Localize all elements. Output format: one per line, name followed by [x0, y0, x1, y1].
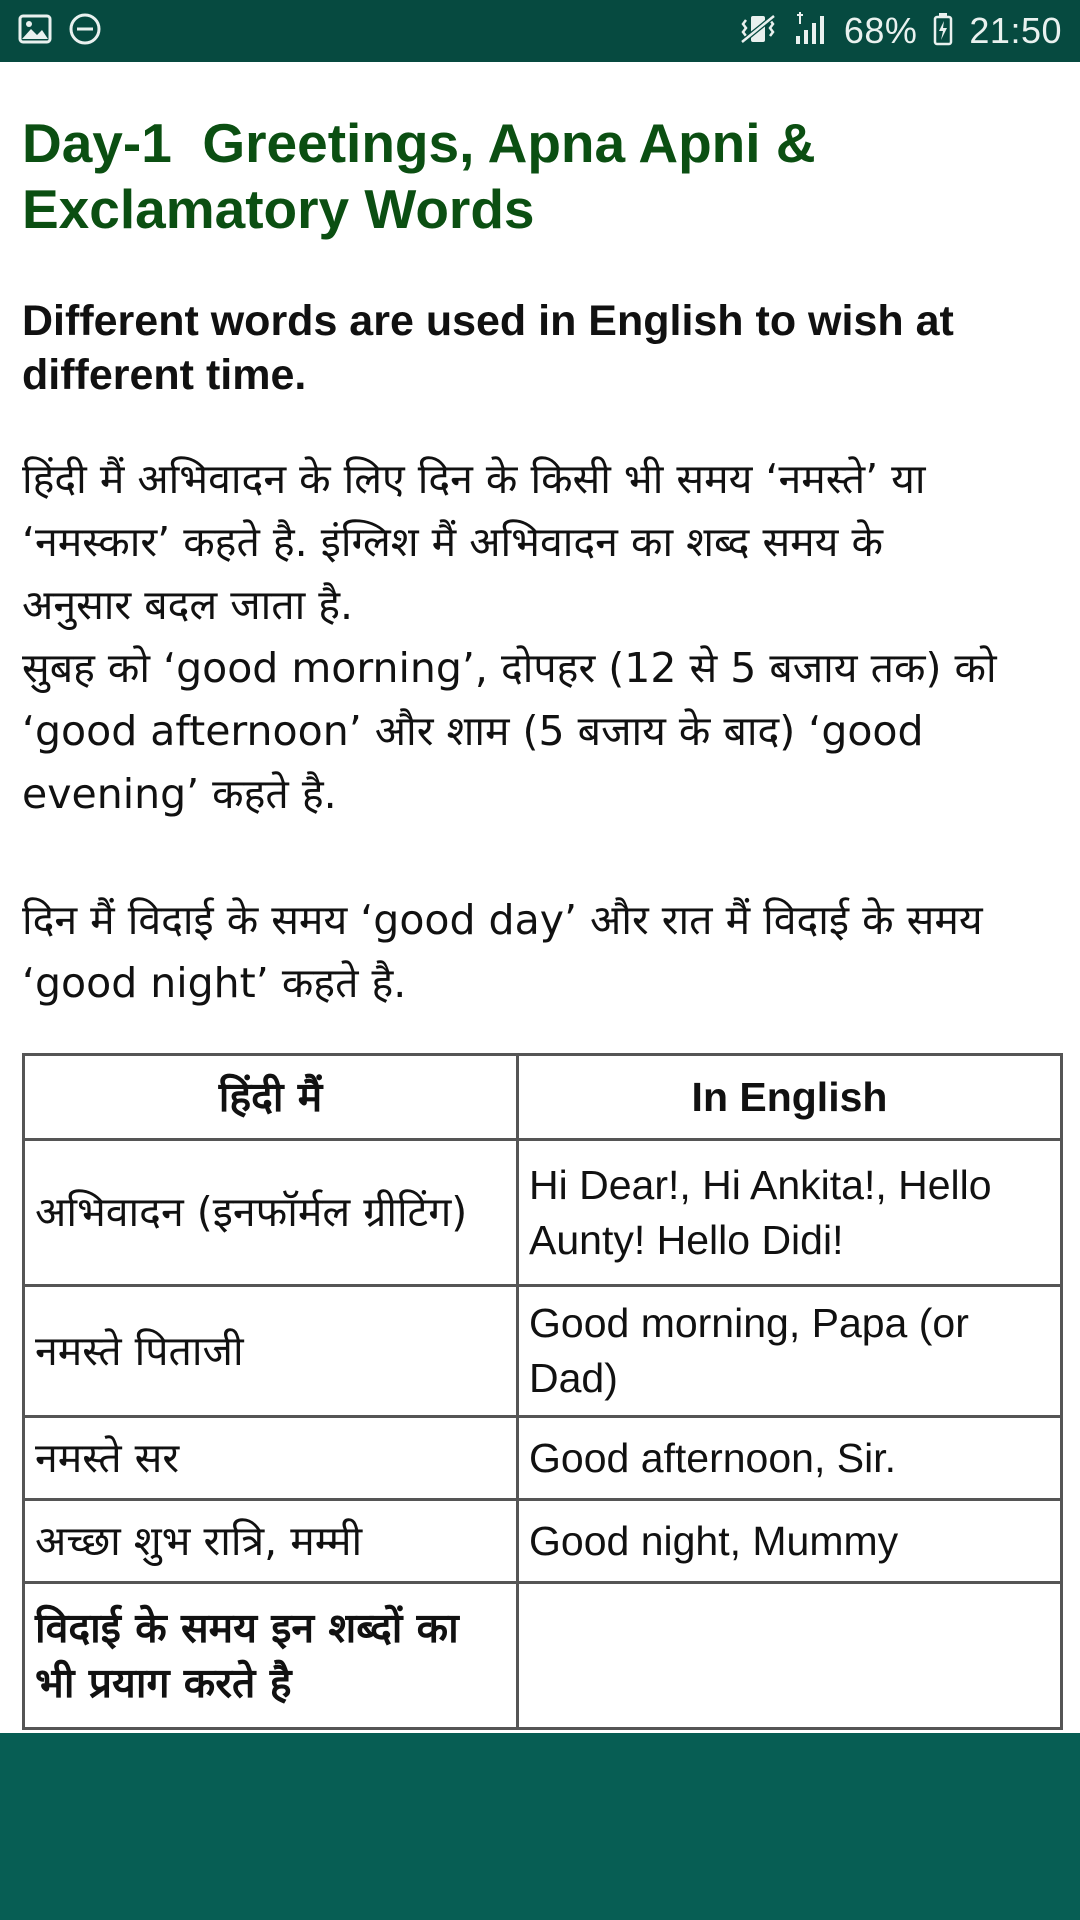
image-icon [18, 14, 52, 48]
para-line: ‘good afternoon’ और शाम (5 बजाय के बाद) ‘good [22, 707, 924, 755]
table-cell-hindi: नमस्ते पिताजी [24, 1286, 518, 1417]
subtitle-line2: different time. [22, 351, 307, 399]
status-right [738, 10, 1062, 52]
page-title [22, 110, 1022, 242]
table-row [24, 1140, 1062, 1286]
table-header-row [24, 1055, 1062, 1140]
status-left [18, 12, 102, 50]
para-line: दिन मैं विदाई के समय ‘good day’ और रात मैं विदाई के समय [22, 896, 983, 944]
status-bar [0, 0, 1080, 62]
para-line: सुबह को ‘good morning’, दोपहर (12 से 5 बजाय तक) को [22, 644, 997, 692]
clock: 21:50 [969, 10, 1062, 51]
table-header-hindi: हिंदी मैं [24, 1055, 518, 1140]
para-line: हिंदी मैं अभिवादन के लिए दिन के किसी भी समय ‘नमस्ते’ या [22, 455, 926, 503]
vibrate-icon [738, 12, 778, 50]
table-row [24, 1583, 1062, 1729]
page-title-line1: Day-1 Greetings, Apna Apni & [22, 112, 816, 174]
table-cell-english: Good afternoon, Sir. [518, 1417, 1062, 1500]
table-row [24, 1500, 1062, 1583]
table-cell-english: Hi Dear!, Hi Ankita!, Hello Aunty! Hello Didi! [518, 1140, 1062, 1286]
vocab-table [22, 1053, 1063, 1730]
table-row [24, 1417, 1062, 1500]
table-cell-hindi: अभिवादन (इनफॉर्मल ग्रीटिंग) [24, 1140, 518, 1286]
do-not-disturb-icon [68, 12, 102, 50]
table-cell-english [518, 1583, 1062, 1729]
para-line: अनुसार बदल जाता है. [22, 581, 354, 629]
subtitle-line1: Different words are used in English to wish at [22, 297, 954, 345]
table-cell-english: Good morning, Papa (or Dad) [518, 1286, 1062, 1417]
bottom-bar [0, 1733, 1080, 1920]
farewell-paragraph [22, 889, 1062, 1015]
table-cell-hindi: विदाई के समय इन शब्दों का भी प्रयाग करते है [24, 1583, 518, 1729]
lesson-content[interactable] [0, 62, 1080, 1733]
table-cell-hindi: अच्छा शुभ रात्रि, मम्मी [24, 1500, 518, 1583]
page-title-line2: Exclamatory Words [22, 178, 535, 240]
para-line: evening’ कहते है. [22, 770, 337, 818]
signal-icon [794, 12, 828, 50]
table-row [24, 1286, 1062, 1417]
para-line: ‘good night’ कहते है. [22, 959, 407, 1007]
intro-paragraph [22, 448, 1062, 826]
battery-icon [933, 12, 953, 50]
lesson-subtitle [22, 294, 1052, 402]
table-header-english: In English [518, 1055, 1062, 1140]
table-cell-hindi: नमस्ते सर [24, 1417, 518, 1500]
table-cell-english: Good night, Mummy [518, 1500, 1062, 1583]
para-line: ‘नमस्कार’ कहते है. इंग्लिश मैं अभिवादन का शब्द समय के [22, 518, 883, 566]
battery-percent: 68% [843, 10, 918, 51]
